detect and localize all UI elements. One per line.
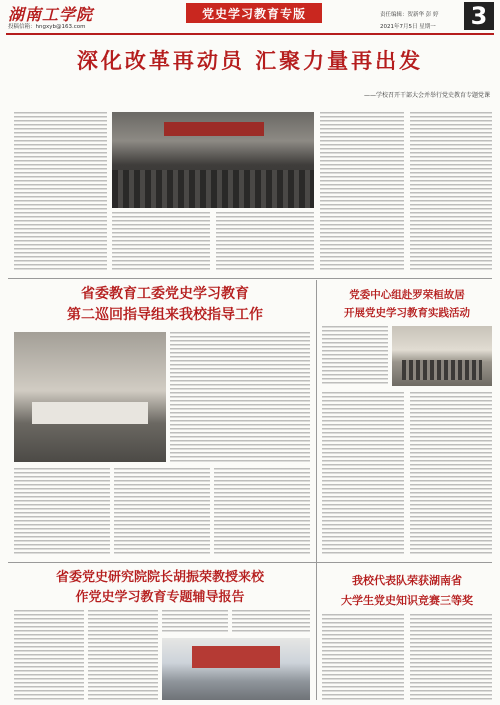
lead-text-col-3 <box>216 212 314 272</box>
luoheng-photo <box>392 326 492 386</box>
editor-line: 责任编辑：贺新华 彭 婷 <box>380 12 439 18</box>
lead-subhead: ——学校召开干部大会并举行党史教育专题党课 <box>363 92 490 99</box>
lead-meeting-photo <box>112 112 314 208</box>
lecture-headline-2: 作党史学习教育专题辅导报告 <box>75 590 245 605</box>
column-divider <box>316 280 317 700</box>
paper-name: 湖南工学院 <box>8 5 94 24</box>
luoheng-text-col-3 <box>410 392 492 556</box>
issue-date: 2021年7月5日 星期一 <box>380 24 436 30</box>
lead-headline: 深化改革再动员 汇聚力量再出发 <box>76 49 424 73</box>
contribution-email: 投稿信箱：hngxyb@163.com <box>8 24 86 30</box>
meeting-banner <box>164 122 264 136</box>
inspection-text-col-4 <box>214 468 310 556</box>
inspection-text-col-1 <box>170 332 310 462</box>
section-divider <box>8 278 492 279</box>
lecture-text-col-4 <box>232 610 310 634</box>
award-headline-1: 我校代表队荣获湖南省 <box>352 574 462 587</box>
award-text-col-2 <box>410 614 492 700</box>
luoheng-text-col-2 <box>322 392 404 556</box>
lecture-text-col-1 <box>14 610 84 700</box>
lecture-text-col-2 <box>88 610 158 700</box>
lecture-text-col-3 <box>162 610 228 634</box>
inspection-headline-2: 第二巡回指导组来我校指导工作 <box>67 307 263 323</box>
section-divider-2 <box>8 562 492 563</box>
masthead-rule <box>6 33 494 35</box>
page-number: 3 <box>464 2 494 30</box>
award-text-col-1 <box>322 614 404 700</box>
inspection-headline-1: 省委教育工委党史学习教育 <box>81 286 249 302</box>
inspection-text-col-3 <box>114 468 210 556</box>
inspection-text-col-2 <box>14 468 110 556</box>
inspection-photo <box>14 332 166 462</box>
award-headline-2: 大学生党史知识竞赛三等奖 <box>341 594 473 607</box>
lead-text-col-5 <box>410 112 492 272</box>
lead-text-col-4 <box>320 112 404 272</box>
lecture-photo <box>162 638 310 700</box>
group-people <box>402 360 482 380</box>
lead-text-col-2 <box>112 212 210 272</box>
section-title: 党史学习教育专版 <box>201 7 306 21</box>
lead-text-col-1 <box>14 112 107 272</box>
luoheng-headline-1: 党委中心组赴罗荣桓故居 <box>349 289 465 301</box>
luoheng-headline-2: 开展党史学习教育实践活动 <box>344 307 470 319</box>
lecture-screen <box>192 646 280 668</box>
audience-rows <box>112 170 314 208</box>
luoheng-text-col-1 <box>322 326 388 386</box>
meeting-table <box>32 402 148 424</box>
section-band <box>186 3 322 23</box>
lecture-headline-1: 省委党史研究院院长胡振荣教授来校 <box>55 570 264 585</box>
